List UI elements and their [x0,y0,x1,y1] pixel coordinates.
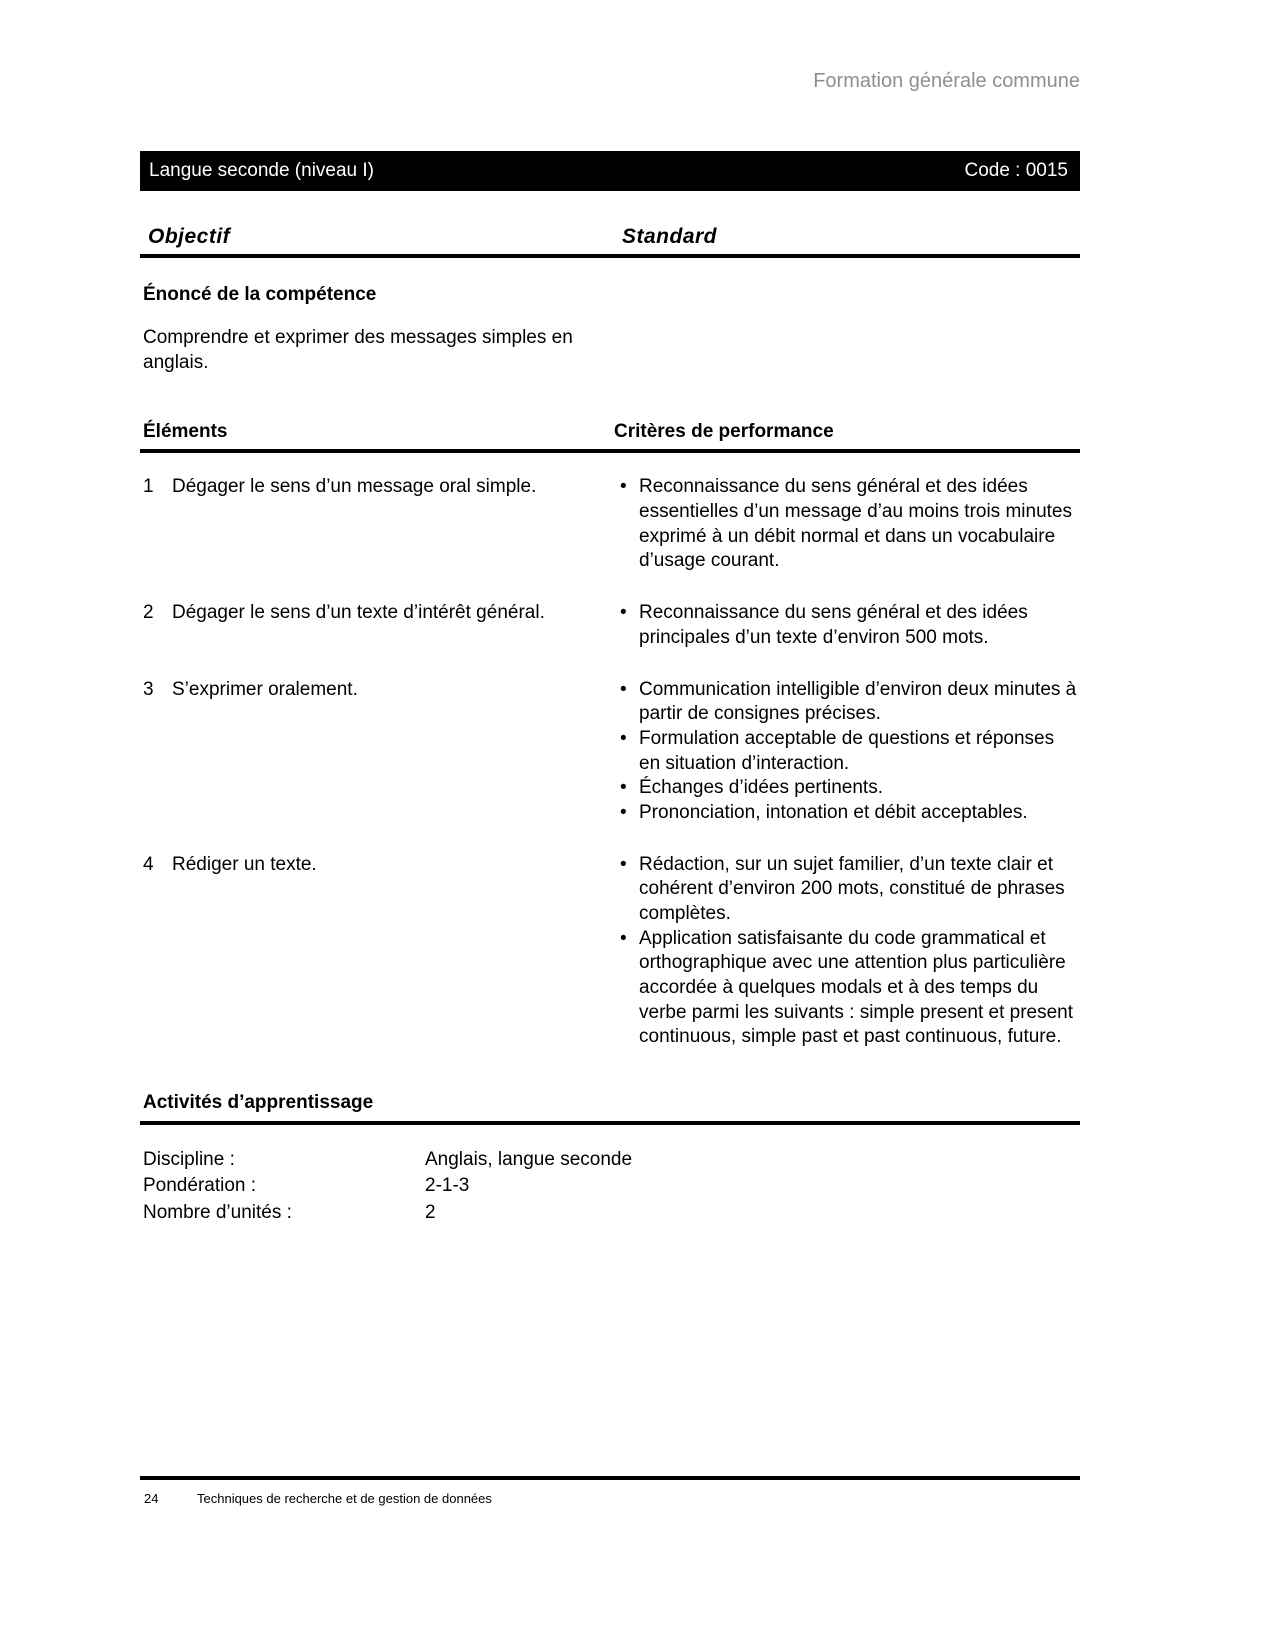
column-headings [140,225,1080,254]
criteria-item: • Prononciation, intonation et débit acceptables. [614,801,1080,826]
page-footer [140,1476,1080,1506]
standard-heading: Standard [622,225,718,248]
activity-row [140,1173,1080,1199]
activity-row [140,1147,1080,1173]
criteria-item: • Reconnaissance du sens général et des idées essentielles d’un message d’au moins trois minutes exprimé à un débit normal et dans un vocabulaire d’usage courant. [614,475,1080,574]
footer-rule [140,1476,1080,1480]
activity-value: 2 [425,1201,436,1223]
course-code: Code : 0015 [964,160,1068,181]
table-row [140,475,1080,574]
competence-section [140,284,1080,375]
activity-row [140,1200,1080,1226]
competence-heading: Énoncé de la compétence [143,284,377,305]
element-number: 3 [143,678,154,700]
rule-under-activities [140,1121,1080,1125]
activity-label: Discipline : [143,1149,235,1171]
criteres-header: Critères de performance [614,421,834,443]
rule-under-column-headings [140,254,1080,258]
page-number: 24 [144,1491,159,1506]
element-text: Dégager le sens d’un texte d’intérêt général. [172,602,545,624]
criteria-list [614,601,1080,650]
activities-details [140,1147,1080,1226]
running-header: Formation générale commune [813,70,1080,92]
table-row [140,853,1080,1051]
table-row [140,678,1080,826]
criteria-item: • Communication intelligible d’environ deux minutes à partir de consignes précises. [614,678,1080,727]
activity-label: Pondération : [143,1175,257,1197]
table-row [140,601,1080,650]
elements-criteria-table [140,475,1080,1050]
element-text: S’exprimer oralement. [172,678,358,700]
activities-heading: Activités d’apprentissage [143,1092,374,1114]
competence-text: Comprendre et exprimer des messages simples en anglais. [143,327,573,373]
activity-value: 2-1-3 [425,1175,470,1197]
objectif-heading: Objectif [148,225,231,248]
criteria-list [614,678,1080,826]
criteria-item: • Formulation acceptable de questions et réponses en situation d’interaction. [614,727,1080,776]
course-title: Langue seconde (niveau I) [149,160,374,181]
criteria-item: • Reconnaissance du sens général et des idées principales d’un texte d’environ 500 mots. [614,601,1080,650]
footer-text-line [140,1491,1080,1506]
criteria-item: • Rédaction, sur un sujet familier, d’un texte clair et cohérent d’environ 200 mots, constitué de phrases complètes. [614,853,1080,927]
element-cell [140,475,614,574]
elements-header: Éléments [143,421,228,443]
element-cell [140,601,614,650]
element-cell [140,853,614,1051]
activity-value: Anglais, langue seconde [425,1149,633,1171]
element-number: 1 [143,476,154,498]
table-headers [140,421,1080,449]
element-number: 2 [143,602,154,624]
footer-title: Techniques de recherche et de gestion de données [197,1491,492,1506]
activity-label: Nombre d’unités : [143,1201,292,1223]
element-text: Rédiger un texte. [172,853,317,875]
criteria-list [614,853,1080,1051]
rule-under-table-headers [140,449,1080,453]
element-cell [140,678,614,826]
criteria-list [614,475,1080,574]
title-bar [140,151,1080,191]
element-text: Dégager le sens d’un message oral simple. [172,476,537,498]
criteria-item: • Application satisfaisante du code grammatical et orthographique avec une attention plus particulière accordée à quelques modals et à des temps du verbe parmi les suivants : simple present et present continuous, simple past et past continuous, future. [614,927,1080,1050]
element-number: 4 [143,853,154,875]
criteria-item: • Échanges d’idées pertinents. [614,776,1080,801]
